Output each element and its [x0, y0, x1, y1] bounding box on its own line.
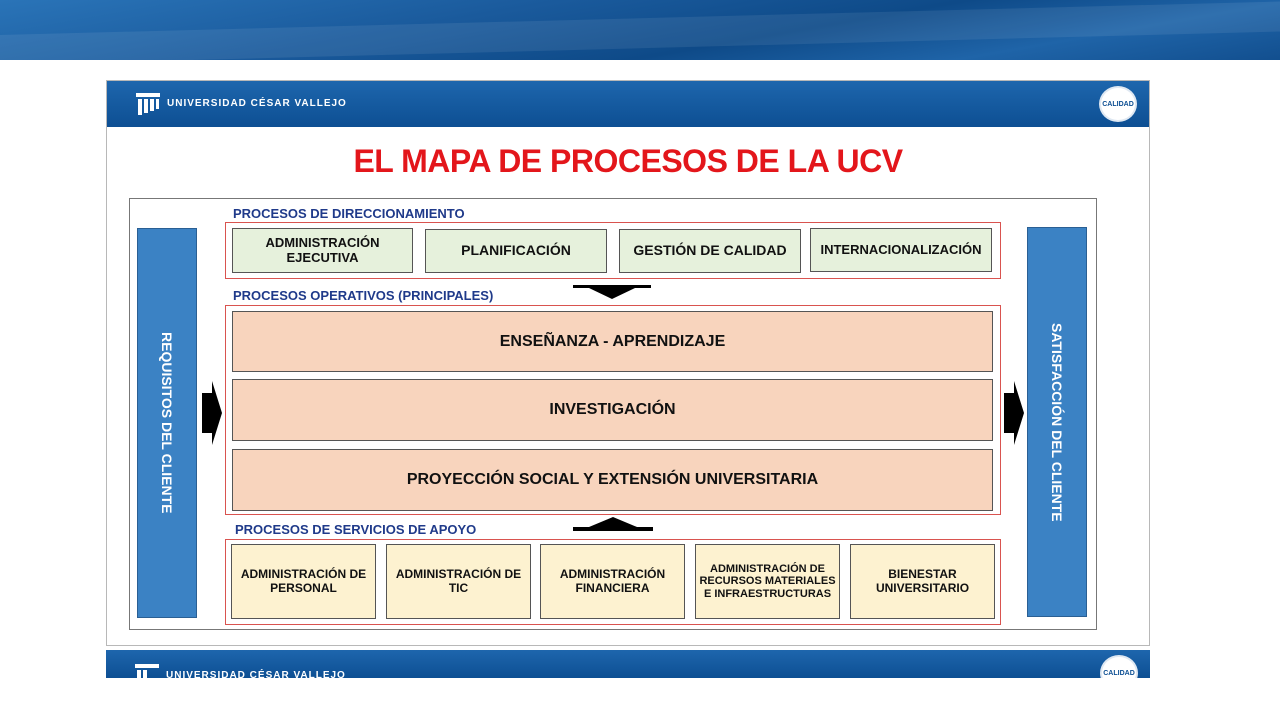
arrow-up-icon: [573, 517, 653, 531]
arrow-right-icon: [202, 381, 222, 445]
top-banner: [0, 0, 1280, 60]
footer-header: [106, 650, 1150, 678]
client-satisfaction-label: SATISFACCIÓN DEL CLIENTE: [1049, 322, 1065, 522]
process-box: ADMINISTRACIÓN EJECUTIVA: [232, 228, 413, 273]
process-box: INVESTIGACIÓN: [232, 379, 993, 441]
arrow-down-icon: [573, 285, 651, 299]
client-requirements-label: REQUISITOS DEL CLIENTE: [159, 332, 175, 514]
slide: [106, 80, 1150, 646]
process-box: BIENESTAR UNIVERSITARIO: [850, 544, 995, 619]
quality-badge-icon: CALIDAD: [1100, 655, 1138, 678]
support-section-label: PROCESOS DE SERVICIOS DE APOYO: [235, 522, 477, 537]
university-logo-icon: [134, 662, 160, 678]
arrow-right-icon: [1004, 381, 1024, 445]
university-name: UNIVERSIDAD CÉSAR VALLEJO: [167, 98, 347, 109]
page-title: EL MAPA DE PROCESOS DE LA UCV: [353, 143, 903, 179]
process-box: ADMINISTRACIÓN DE TIC: [386, 544, 531, 619]
quality-badge-icon: CALIDAD: [1099, 86, 1137, 122]
operative-section-label: PROCESOS OPERATIVOS (PRINCIPALES): [233, 288, 494, 303]
direction-section-label: PROCESOS DE DIRECCIONAMIENTO: [233, 206, 465, 221]
university-header: [107, 81, 1149, 127]
process-box: INTERNACIONALIZACIÓN: [810, 228, 992, 272]
process-box: PLANIFICACIÓN: [425, 229, 607, 273]
process-box: ADMINISTRACIÓN FINANCIERA: [540, 544, 685, 619]
process-box: GESTIÓN DE CALIDAD: [619, 229, 801, 273]
process-box: ENSEÑANZA - APRENDIZAJE: [232, 311, 993, 372]
client-satisfaction-bar: [1027, 227, 1087, 617]
client-requirements-bar: [137, 228, 197, 618]
process-box: ADMINISTRACIÓN DE RECURSOS MATERIALES E INFRAESTRUCTURAS: [695, 544, 840, 619]
university-name: UNIVERSIDAD CÉSAR VALLEJO: [166, 670, 346, 678]
process-box: ADMINISTRACIÓN DE PERSONAL: [231, 544, 376, 619]
process-box: PROYECCIÓN SOCIAL Y EXTENSIÓN UNIVERSITARIA: [232, 449, 993, 511]
university-logo-icon: [135, 91, 161, 117]
